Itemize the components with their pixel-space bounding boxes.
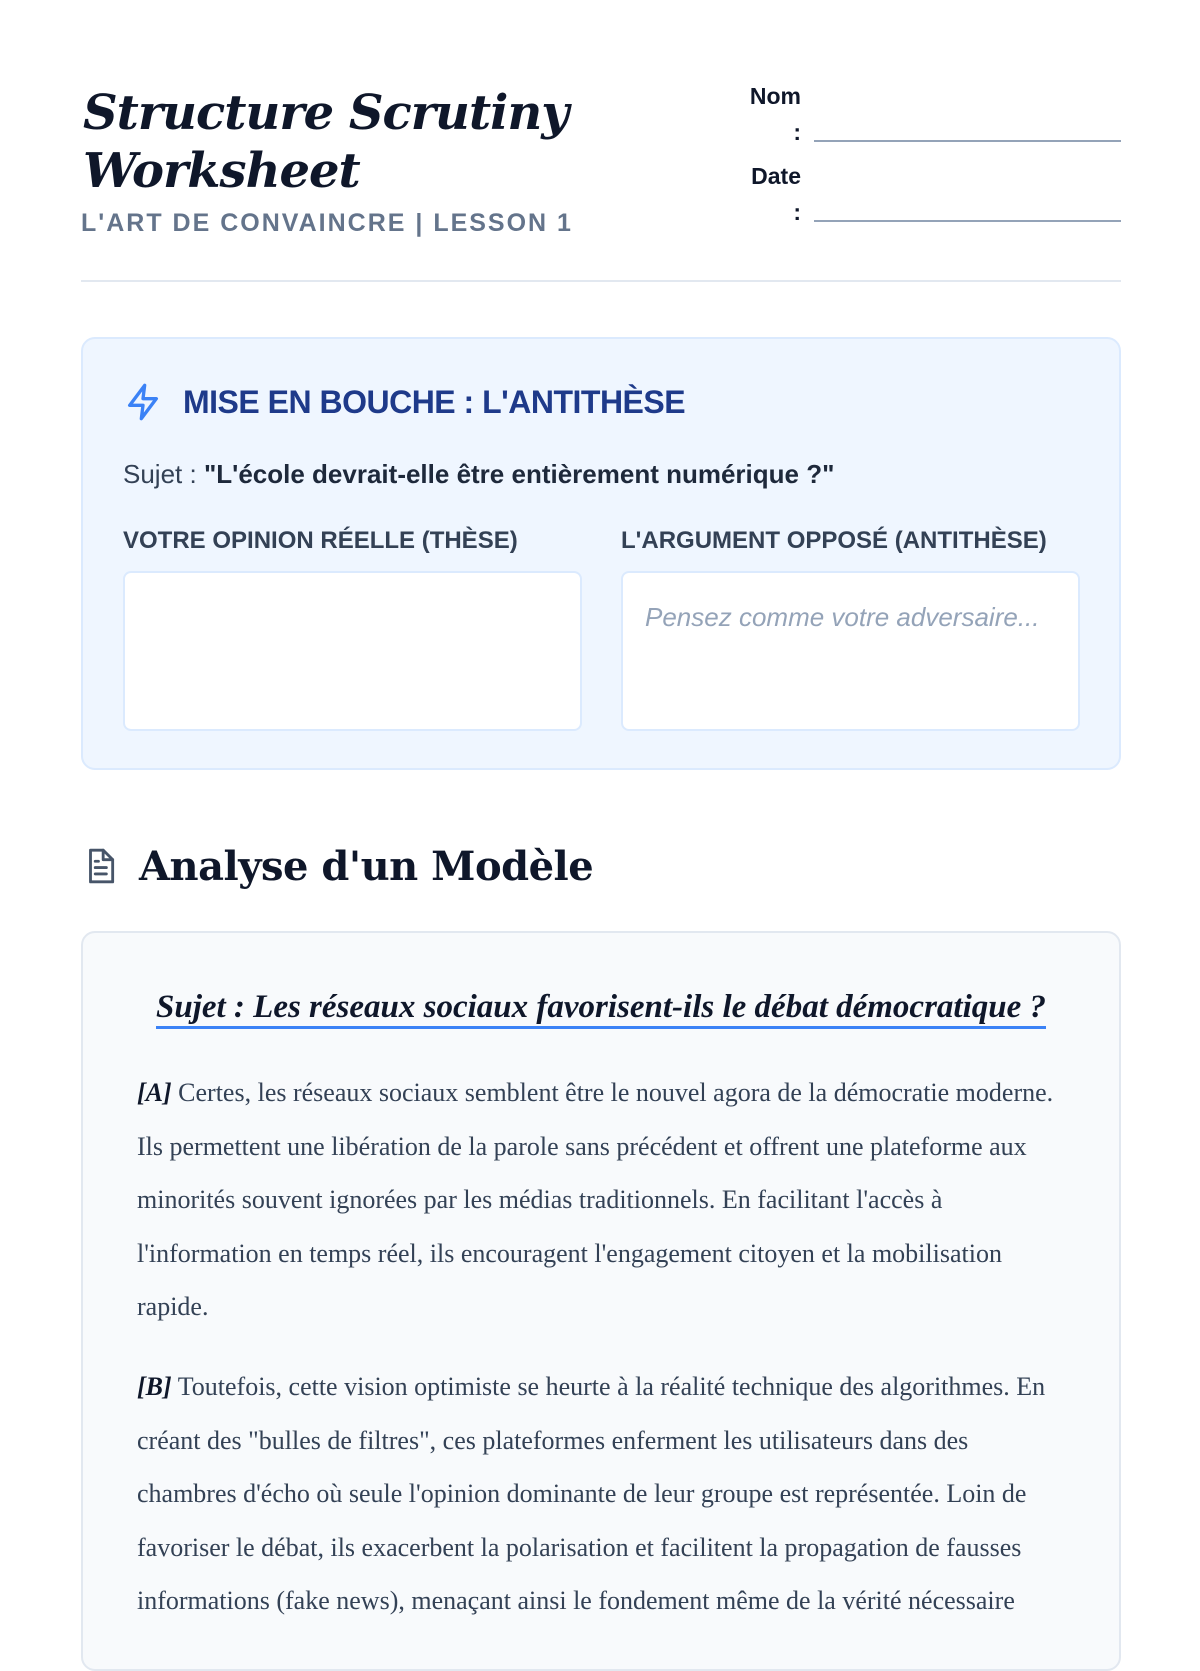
essay-title-text: Sujet : Les réseaux sociaux favorisent-ils le débat démocratique ?	[156, 989, 1046, 1029]
document-icon	[81, 846, 119, 886]
worksheet-header	[81, 0, 1121, 282]
thesis-label: VOTRE OPINION RÉELLE (THÈSE)	[123, 527, 518, 554]
model-essay-card	[81, 931, 1121, 1671]
warmup-subject	[123, 459, 834, 490]
paragraph-text-a: Certes, les réseaux sociaux semblent être le nouvel agora de la démocratie moderne. Ils permettent une libération de la parole sans précédent et offrent une plateforme aux minorités souvent ignorées par les médias traditionnels. En facilitant l'accès à l'information en temps réel, ils encouragent l'engagement citoyen et la mobilisation rapide.	[137, 1078, 1054, 1321]
warmup-heading	[123, 379, 685, 425]
paragraph-tag-b: [B]	[137, 1372, 172, 1401]
worksheet-page	[81, 0, 1121, 1615]
thesis-input[interactable]	[123, 571, 582, 731]
subject-prefix: Sujet :	[123, 459, 197, 489]
paragraph-text-b: Toutefois, cette vision optimiste se heurte à la réalité technique des algorithmes. En créant des "bulles de filtres", ces plateformes enferment les utilisateurs dans des chambres d'écho où seule l'opinion dominante de leur groupe est représentée. Loin de favoriser le débat, ils exacerbent la polarisation et facilitent la propagation de fausses informations (fake news), menaçant ainsi le fondement même de la vérité nécessaire	[137, 1372, 1046, 1615]
essay-paragraph-b	[137, 1360, 1067, 1628]
lightning-icon	[123, 382, 163, 422]
page-subtitle: L'ART DE CONVAINCRE | LESSON 1	[81, 209, 573, 237]
model-section-heading	[81, 838, 593, 894]
paragraph-tag-a: [A]	[137, 1078, 172, 1107]
essay-title	[83, 989, 1119, 1026]
subject-text: "L'école devrait-elle être entièrement numérique ?"	[203, 459, 835, 489]
model-section-title: Analyse d'un Modèle	[139, 842, 594, 890]
date-label: Date :	[751, 163, 801, 225]
name-label: Nom :	[749, 83, 801, 145]
essay-paragraph-a	[137, 1066, 1067, 1334]
page-title: Structure Scrutiny Worksheet	[83, 85, 569, 199]
antithesis-label: L'ARGUMENT OPPOSÉ (ANTITHÈSE)	[621, 527, 1047, 554]
date-field[interactable]	[741, 158, 1121, 228]
warmup-panel	[81, 337, 1121, 770]
name-field[interactable]	[741, 78, 1121, 148]
antithesis-input[interactable]: Pensez comme votre adversaire...	[621, 571, 1080, 731]
name-line[interactable]	[814, 140, 1121, 142]
date-line[interactable]	[814, 220, 1121, 222]
warmup-title: MISE EN BOUCHE : L'ANTITHÈSE	[183, 383, 686, 420]
